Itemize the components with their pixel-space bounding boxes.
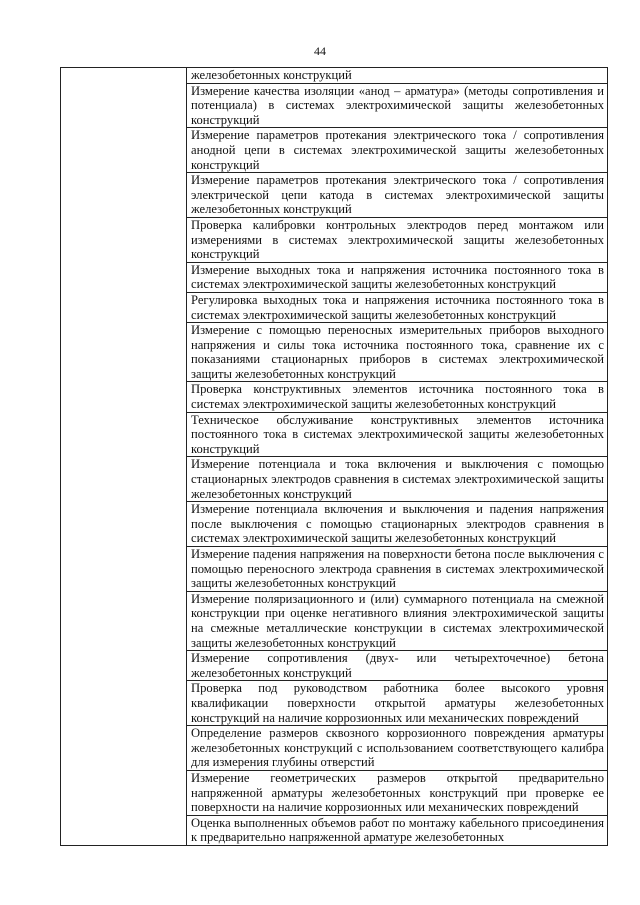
table-cell: Оценка выполненных объемов работ по монтажу кабельного присоединения к предварительно напряженной арматуре железобетонных <box>187 815 608 845</box>
table-cell: Измерение падения напряжения на поверхности бетона после выключения с помощью переносного электрода сравнения в системах электрохимической защиты железобетонных конструкций <box>187 547 608 592</box>
table-label-cell <box>61 68 187 846</box>
table-row <box>61 68 608 84</box>
table-cell: Измерение выходных тока и напряжения источника постоянного тока в системах электрохимической защиты железобетонных конструкций <box>187 262 608 292</box>
table-cell: Регулировка выходных тока и напряжения источника постоянного тока в системах электрохимической защиты железобетонных конструкций <box>187 292 608 322</box>
table-body <box>61 68 608 846</box>
table-cell: Измерение с помощью переносных измерительных приборов выходного напряжения и силы тока источника постоянного тока, сравнение их с показаниями стационарных приборов в системах электрохимической защиты железобетонных конструкций <box>187 323 608 382</box>
table-cell: Измерение потенциала и тока включения и выключения с помощью стационарных электродов сравнения в системах электрохимической защиты железобетонных конструкций <box>187 457 608 502</box>
table-cell: Измерение параметров протекания электрического тока / сопротивления электрической цепи катода в системах электрохимической защиты железобетонных конструкций <box>187 173 608 218</box>
table-cell: Измерение геометрических размеров открытой предварительно напряженной арматуры железобетонных конструкций при проверке ее поверхности на наличие коррозионных или механических повреждений <box>187 770 608 815</box>
table-cell: Измерение поляризационного и (или) суммарного потенциала на смежной конструкции при оценке негативного влияния электрохимической защиты на смежные металлические конструкции в системах электрохимической защиты железобетонных конструкций <box>187 591 608 650</box>
table-cell: Техническое обслуживание конструктивных элементов источника постоянного тока в системах электрохимической защиты железобетонных конструкций <box>187 412 608 457</box>
labor-actions-table <box>60 67 608 846</box>
table-cell: Проверка калибровки контрольных электродов перед монтажом или измерениями в системах электрохимической защиты железобетонных конструкций <box>187 217 608 262</box>
table-cell: Проверка под руководством работника более высокого уровня квалификации поверхности открытой арматуры железобетонных конструкций на наличие коррозионных или механических повреждений <box>187 681 608 726</box>
table-cell: Проверка конструктивных элементов источника постоянного тока в системах электрохимической защиты железобетонных конструкций <box>187 382 608 412</box>
table-cell: Измерение сопротивления (двух- или четырехточечное) бетона железобетонных конструкций <box>187 651 608 681</box>
table-cell: железобетонных конструкций <box>187 68 608 84</box>
table-cell: Измерение потенциала включения и выключения и падения напряжения после выключения с помощью стационарных электродов сравнения в системах электрохимической защиты железобетонных конструкций <box>187 502 608 547</box>
table-cell: Определение размеров сквозного коррозионного повреждения арматуры железобетонных конструкций с использованием соответствующего калибра для измерения глубины отверстий <box>187 726 608 771</box>
table-cell: Измерение качества изоляции «анод – арматура» (методы сопротивления и потенциала) в системах электрохимической защиты железобетонных конструкций <box>187 83 608 128</box>
table-cell: Измерение параметров протекания электрического тока / сопротивления анодной цепи в системах электрохимической защиты железобетонных конструкций <box>187 128 608 173</box>
page-number: 44 <box>314 44 326 58</box>
